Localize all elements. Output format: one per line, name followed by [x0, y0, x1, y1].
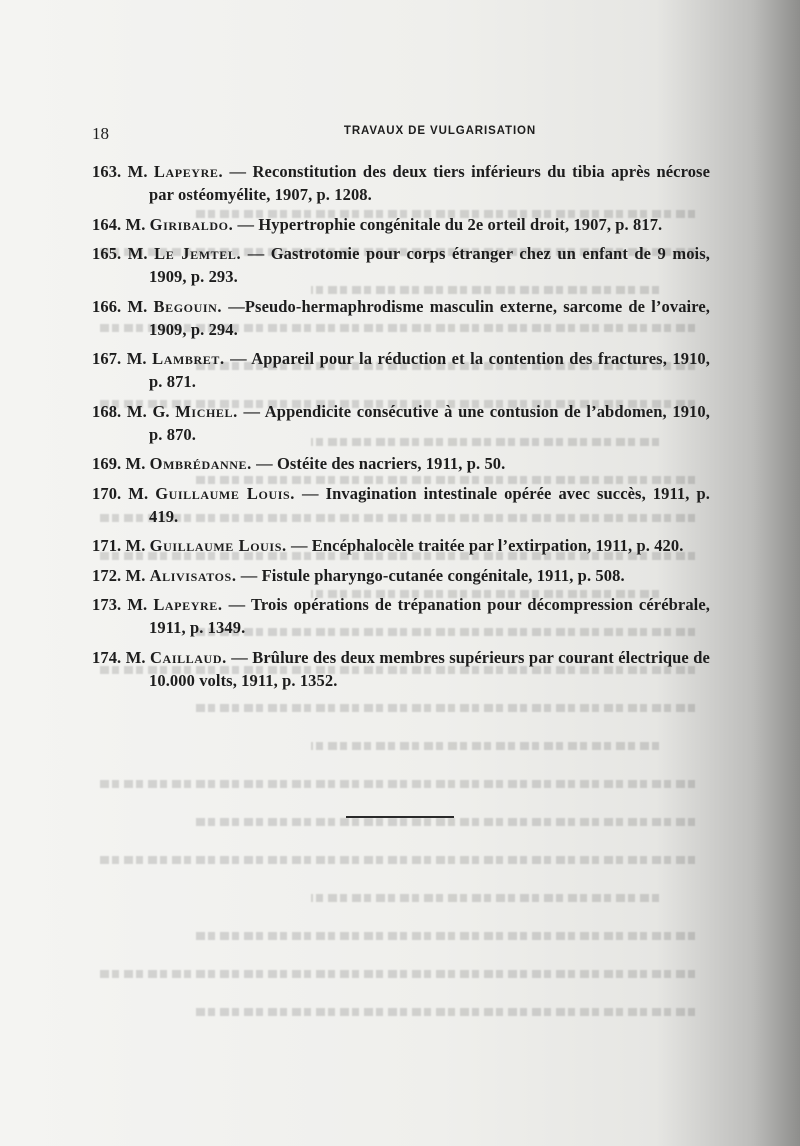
entry-author-name: Alivisatos.	[149, 565, 237, 585]
entry-number: 163.	[92, 162, 122, 181]
entry-title: — Appendicite consécutive à une contusion de l’abdomen, 1910, p. 870.	[149, 401, 710, 444]
bibliography-entry	[92, 452, 710, 475]
entry-title: — Ostéite des nacriers, 1911, p. 50.	[256, 454, 506, 473]
entry-title: — Hypertrophie congénitale du 2e orteil droit, 1907, p. 817.	[237, 214, 663, 234]
entry-title: — Appareil pour la réduction et la contention des fractures, 1910, p. 871.	[149, 349, 710, 391]
entry-author-name: Guillaume Louis.	[149, 536, 287, 555]
entry-title: —Pseudo-hermaphrodisme masculin externe, sarcome de l’ovaire, 1909, p. 294.	[149, 296, 711, 339]
bibliography-entry	[92, 213, 710, 236]
entry-author-name: Begouin.	[153, 296, 223, 316]
entry-author-prefix: M.	[127, 595, 148, 614]
page-number: 18	[92, 124, 109, 143]
entry-author-name: Caillaud.	[150, 647, 227, 667]
bibliography-entry	[92, 593, 710, 639]
entry-title: — Brûlure des deux membres supérieurs par courant électrique de 10.000 volts, 1911, p. 1352.	[149, 647, 710, 690]
bibliography-entry	[92, 646, 710, 692]
running-title: TRAVAUX DE VULGARISATION	[343, 125, 537, 137]
entry-number: 168.	[92, 401, 122, 421]
entry-title: — Reconstitution des deux tiers inférieurs du tibia après nécrose par ostéomyélite, 1907, p. 1208.	[149, 162, 710, 204]
entry-author-name: Guillaume Louis.	[155, 483, 295, 503]
entry-title: — Encéphalocèle traitée par l’extirpation, 1911, p. 420.	[290, 536, 684, 555]
section-end-rule	[346, 816, 454, 818]
entry-number: 171.	[92, 536, 122, 555]
entry-author-name: Lambret.	[152, 349, 225, 368]
bibliography-entry	[92, 400, 710, 446]
entry-number: 170.	[92, 483, 122, 503]
entry-number: 166.	[92, 296, 122, 316]
entry-author-prefix: M.	[125, 565, 146, 585]
entry-author-prefix: M. G.	[126, 401, 170, 421]
bibliography-entry	[92, 564, 710, 587]
entry-author-prefix: M.	[125, 214, 146, 234]
entry-author-prefix: M.	[125, 454, 146, 473]
entry-author-name: Lapeyre.	[153, 162, 224, 181]
entry-author-name: Le Jemtel.	[154, 244, 242, 263]
entry-author-prefix: M.	[125, 647, 146, 667]
entry-author-name: Michel.	[175, 401, 238, 421]
bibliography-entry	[92, 242, 710, 288]
bibliography-list	[92, 160, 710, 698]
entry-author-prefix: M.	[128, 483, 149, 503]
entry-author-prefix: M.	[125, 536, 146, 555]
entry-title: — Fistule pharyngo-cutanée congénitale, 1911, p. 508.	[240, 565, 625, 585]
entry-author-prefix: M.	[127, 162, 148, 181]
bibliography-entry	[92, 160, 710, 206]
entry-author-name: Giribaldo.	[149, 214, 234, 234]
entry-number: 169.	[92, 454, 122, 473]
entry-number: 165.	[92, 244, 122, 263]
entry-number: 167.	[92, 349, 122, 368]
entry-title: — Invagination intestinale opérée avec succès, 1911, p. 419.	[149, 483, 710, 526]
entry-author-name: Ombrédanne.	[149, 454, 252, 473]
bibliography-entry	[92, 347, 710, 393]
entry-title: — Gastrotomie pour corps étranger chez un enfant de 9 mois, 1909, p. 293.	[149, 244, 710, 286]
entry-author-prefix: M.	[126, 349, 147, 368]
entry-author-prefix: M.	[127, 296, 148, 316]
entry-title: — Trois opérations de trépanation pour décompression cérébrale, 1911, p. 1349.	[149, 595, 711, 637]
entry-number: 164.	[92, 214, 122, 234]
entry-author-prefix: M.	[127, 244, 148, 263]
entry-number: 174.	[92, 647, 122, 667]
entry-number: 173.	[92, 595, 122, 614]
bibliography-entry	[92, 295, 710, 341]
entry-number: 172.	[92, 565, 122, 585]
bibliography-entry	[92, 534, 710, 557]
entry-author-name: Lapeyre.	[153, 595, 223, 614]
bibliography-entry	[92, 482, 710, 528]
